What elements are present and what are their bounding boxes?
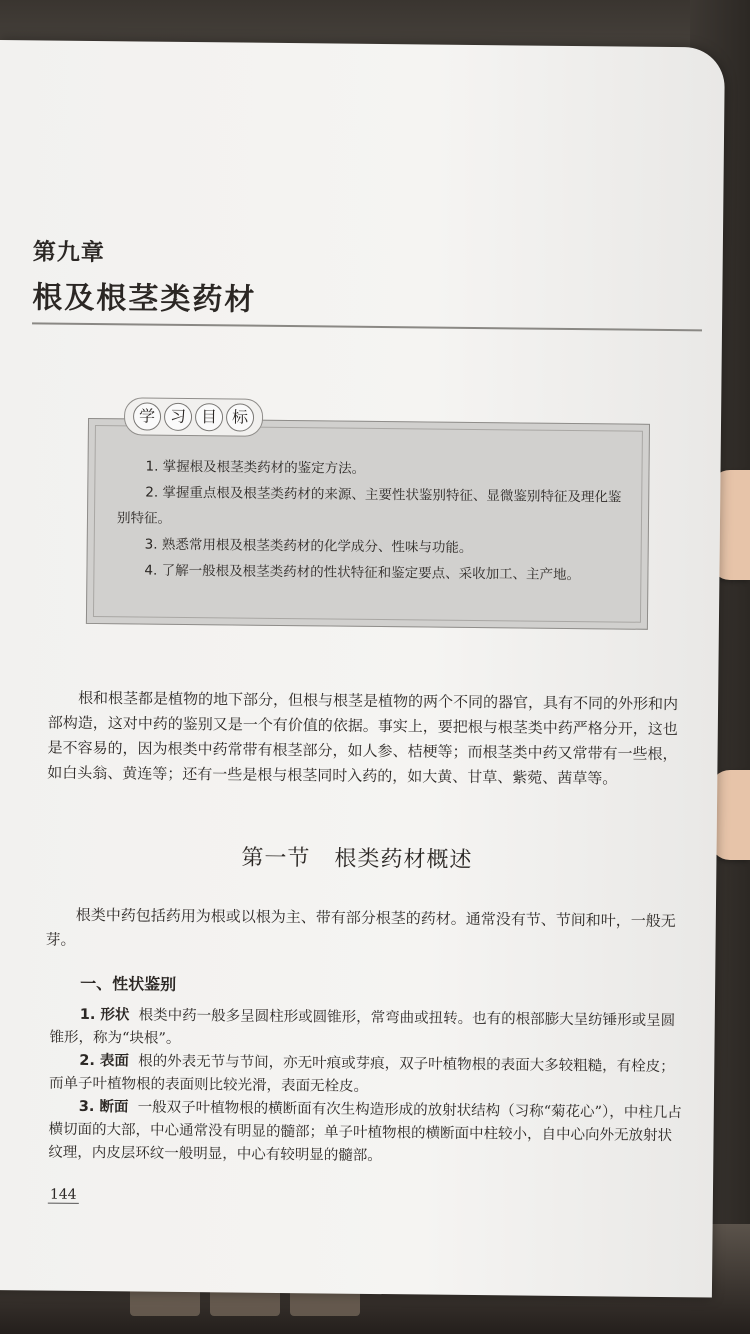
intro-paragraph: 根和根茎都是植物的地下部分，但根与根茎是植物的两个不同的器官，具有不同的外形和内部构造，这对中药的鉴别又是一个有价值的依据。事实上，要把根与根茎类中药严格分开，这也是不容易的，因为根类中药常带有根茎部分，如人参、桔梗等；而根茎类中药又常带有一些根，如白头翁、黄连等；还有一些是根与根茎同时入药的，如大黄、甘草、紫菀、茜草等。 bbox=[47, 688, 679, 788]
goal-item: 4. 了解一般根及根茎类药材的性状特征和鉴定要点、采收加工、主产地。 bbox=[144, 562, 581, 584]
section-paragraph: 根类中药包括药用为根或以根为主、带有部分根茎的药材。通常没有节、节间和叶，一般无芽。 bbox=[45, 905, 676, 949]
property-text: 根类中药一般多呈圆柱形或圆锥形，常弯曲或扭转。也有的根部膨大呈纺锤形或呈圆锥形，称为“块根”。 bbox=[49, 1007, 676, 1047]
page-number: 144 bbox=[48, 1187, 79, 1204]
goal-item: 3. 熟悉常用根及根茎类药材的化学成分、性味与功能。 bbox=[144, 536, 473, 556]
property-text: 一般双子叶植物根的横断面有次生构造形成的放射状结构（习称“菊花心”），中柱几占横切面的大部，中心通常没有明显的髓部；单子叶植物根的横断面中柱较小，自中心向外无放射状纹理，内皮层环纹一般明显，中心有较明显的髓部。 bbox=[48, 1099, 682, 1165]
goals-tab-char: 标 bbox=[226, 403, 254, 431]
property-label: 2. 表面 bbox=[79, 1052, 130, 1070]
property-item bbox=[49, 1004, 684, 1057]
title-divider bbox=[32, 322, 702, 331]
learning-goals-tab bbox=[124, 397, 263, 436]
property-text: 根的外表无节与节间，亦无叶痕或芽痕，双子叶植物根的表面大多较粗糙，有栓皮；而单子叶植物根的表面则比较光滑，表面无栓皮。 bbox=[48, 1053, 675, 1095]
goal-item: 1. 掌握根及根茎类药材的鉴定方法。 bbox=[145, 458, 366, 477]
book-page bbox=[0, 40, 725, 1298]
subheading: 一、性状鉴别 bbox=[80, 973, 177, 994]
section-title: 根类药材概述 bbox=[334, 846, 473, 873]
section-heading bbox=[241, 841, 472, 874]
goals-tab-char: 目 bbox=[195, 403, 223, 431]
property-item bbox=[48, 1096, 684, 1172]
goals-tab-char: 习 bbox=[164, 403, 192, 431]
chapter-title: 根及根茎类药材 bbox=[32, 280, 257, 318]
learning-goals-list bbox=[116, 453, 627, 588]
goals-tab-char: 学 bbox=[133, 402, 161, 430]
chapter-label: 第九章 bbox=[32, 238, 105, 267]
section-number: 第一节 bbox=[241, 845, 311, 872]
goal-item: 2. 掌握重点根及根茎类药材的来源、主要性状鉴别特征、显微鉴别特征及理化鉴别特征。 bbox=[116, 484, 622, 527]
property-item bbox=[49, 1050, 684, 1103]
property-label: 1. 形状 bbox=[79, 1006, 130, 1024]
property-label: 3. 断面 bbox=[78, 1098, 129, 1116]
